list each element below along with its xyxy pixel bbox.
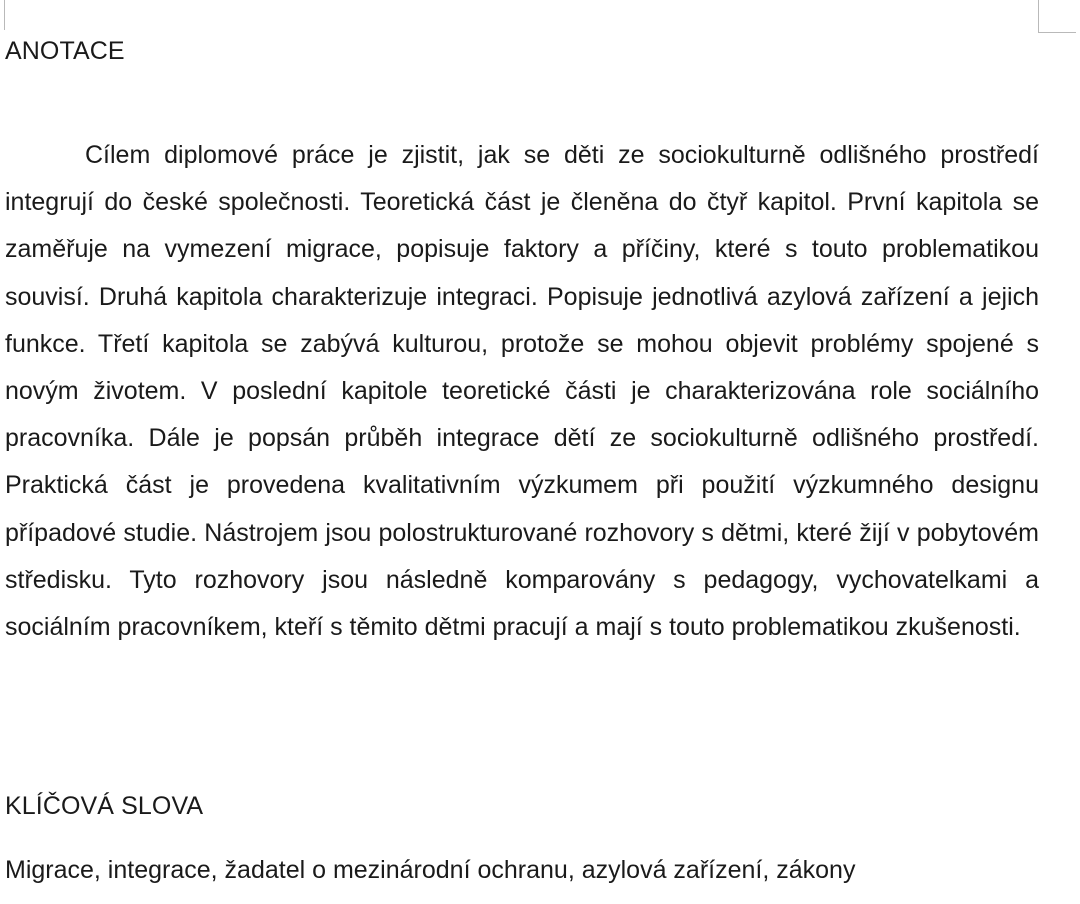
abstract-paragraph: Cílem diplomové práce je zjistit, jak se děti ze sociokulturně odlišného prostředí integrují do české společnosti. Teoretická část je členěna do čtyř kapitol. První kapitola se zaměřuje na vymezení migrace, popisuje faktory a příčiny, které s touto problematikou souvisí. Druhá kapitola charakterizuje integraci. Popisuje jednotlivá azylová zařízení a jejich funkce. Třetí kapitola se zabývá kulturou, protože se mohou objevit problémy spojené s novým životem. V poslední kapitole teoretické části je charakterizována role sociálního pracovníka. Dále je popsán průběh integrace dětí ze sociokulturně odlišného prostředí. Praktická část je provedena kvalitativním výzkumem při použití výzkumného designu případové studie. Nástrojem jsou polostrukturované rozhovory s dětmi, které žijí v pobytovém středisku. Tyto rozhovory jsou následně komparovány s pedagogy, vychovatelkami a sociálním pracovníkem, kteří s těmito dětmi pracují a mají s touto problematikou zkušenosti. [5,141,1039,642]
crop-mark-top-right-horizontal [1038,32,1076,33]
abstract-heading: ANOTACE [5,37,125,65]
crop-mark-top-right-vertical [1038,0,1039,33]
crop-mark-top-left [4,0,5,30]
keywords-heading: KLÍČOVÁ SLOVA [5,792,204,820]
keywords-text: Migrace, integrace, žadatel o mezinárodní ochranu, azylová zařízení, zákony [5,856,856,884]
